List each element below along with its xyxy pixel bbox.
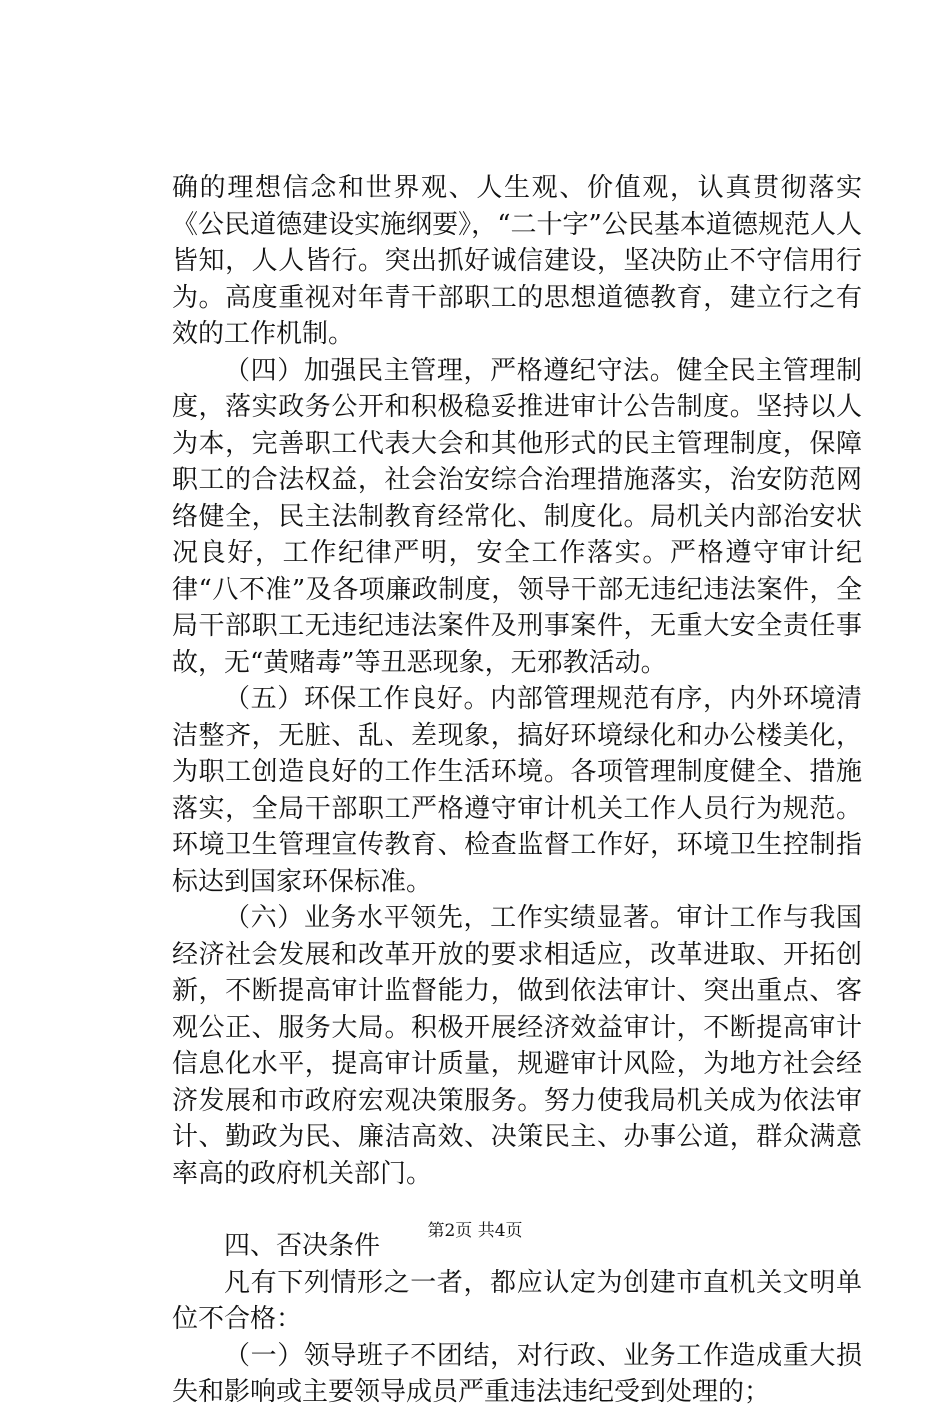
paragraph-section-6: （六）业务水平领先，工作实绩显著。审计工作与我国经济社会发展和改革开放的要求相适应，改革进取、开拓创新，不断提高审计监督能力，做到依法审计、突出重点、客观公正、服务大局。积极开展经济效益审计，不断提高审计信息化水平，提高审计质量，规避审计风险，为地方社会经济发展和市政府宏观决策服务。努力使我局机关成为依法审计、勤政为民、廉洁高效、决策民主、办事公道，群众满意率高的政府机关部门。 <box>172 903 862 1189</box>
paragraph-continuation: 确的理想信念和世界观、人生观、价值观，认真贯彻落实《公民道德建设实施纲要》，“二十字”公民基本道德规范人人皆知，人人皆行。突出抓好诚信建设，坚决防止不守信用行为。高度重视对年青干部职工的思想道德教育，建立行之有效的工作机制。 <box>172 173 862 349</box>
page-number-footer: 第2页 共4页 <box>427 1221 523 1241</box>
paragraph-section-5: （五）环保工作良好。内部管理规范有序，内外环境清洁整齐，无脏、乱、差现象，搞好环境绿化和办公楼美化，为职工创造良好的工作生活环境。各项管理制度健全、措施落实，全局干部职工严格遵守审计机关工作人员行为规范。环境卫生管理宣传教育、检查监督工作好，环境卫生控制指标达到国家环保标准。 <box>172 684 862 897</box>
paragraph-section-4: （四）加强民主管理，严格遵纪守法。健全民主管理制度，落实政务公开和积极稳妥推进审计公告制度。坚持以人为本，完善职工代表大会和其他形式的民主管理制度，保障职工的合法权益，社会治安综合治理措施落实，治安防范网络健全，民主法制教育经常化、制度化。局机关内部治安状况良好，工作纪律严明，安全工作落实。严格遵守审计纪律“八不准”及各项廉政制度，领导干部无违纪违法案件，全局干部职工无违纪违法案件及刑事案件，无重大安全责任事故，无“黄赌毒”等丑恶现象，无邪教活动。 <box>172 355 862 678</box>
paragraph-veto-intro: 凡有下列情形之一者，都应认定为创建市直机关文明单位不合格： <box>172 1267 862 1334</box>
section-heading-veto-conditions: 四、否决条件 <box>224 1231 381 1261</box>
paragraph-veto-item-1: （一）领导班子不团结，对行政、业务工作造成重大损失和影响或主要领导成员严重违法违纪受到处理的； <box>172 1340 862 1407</box>
